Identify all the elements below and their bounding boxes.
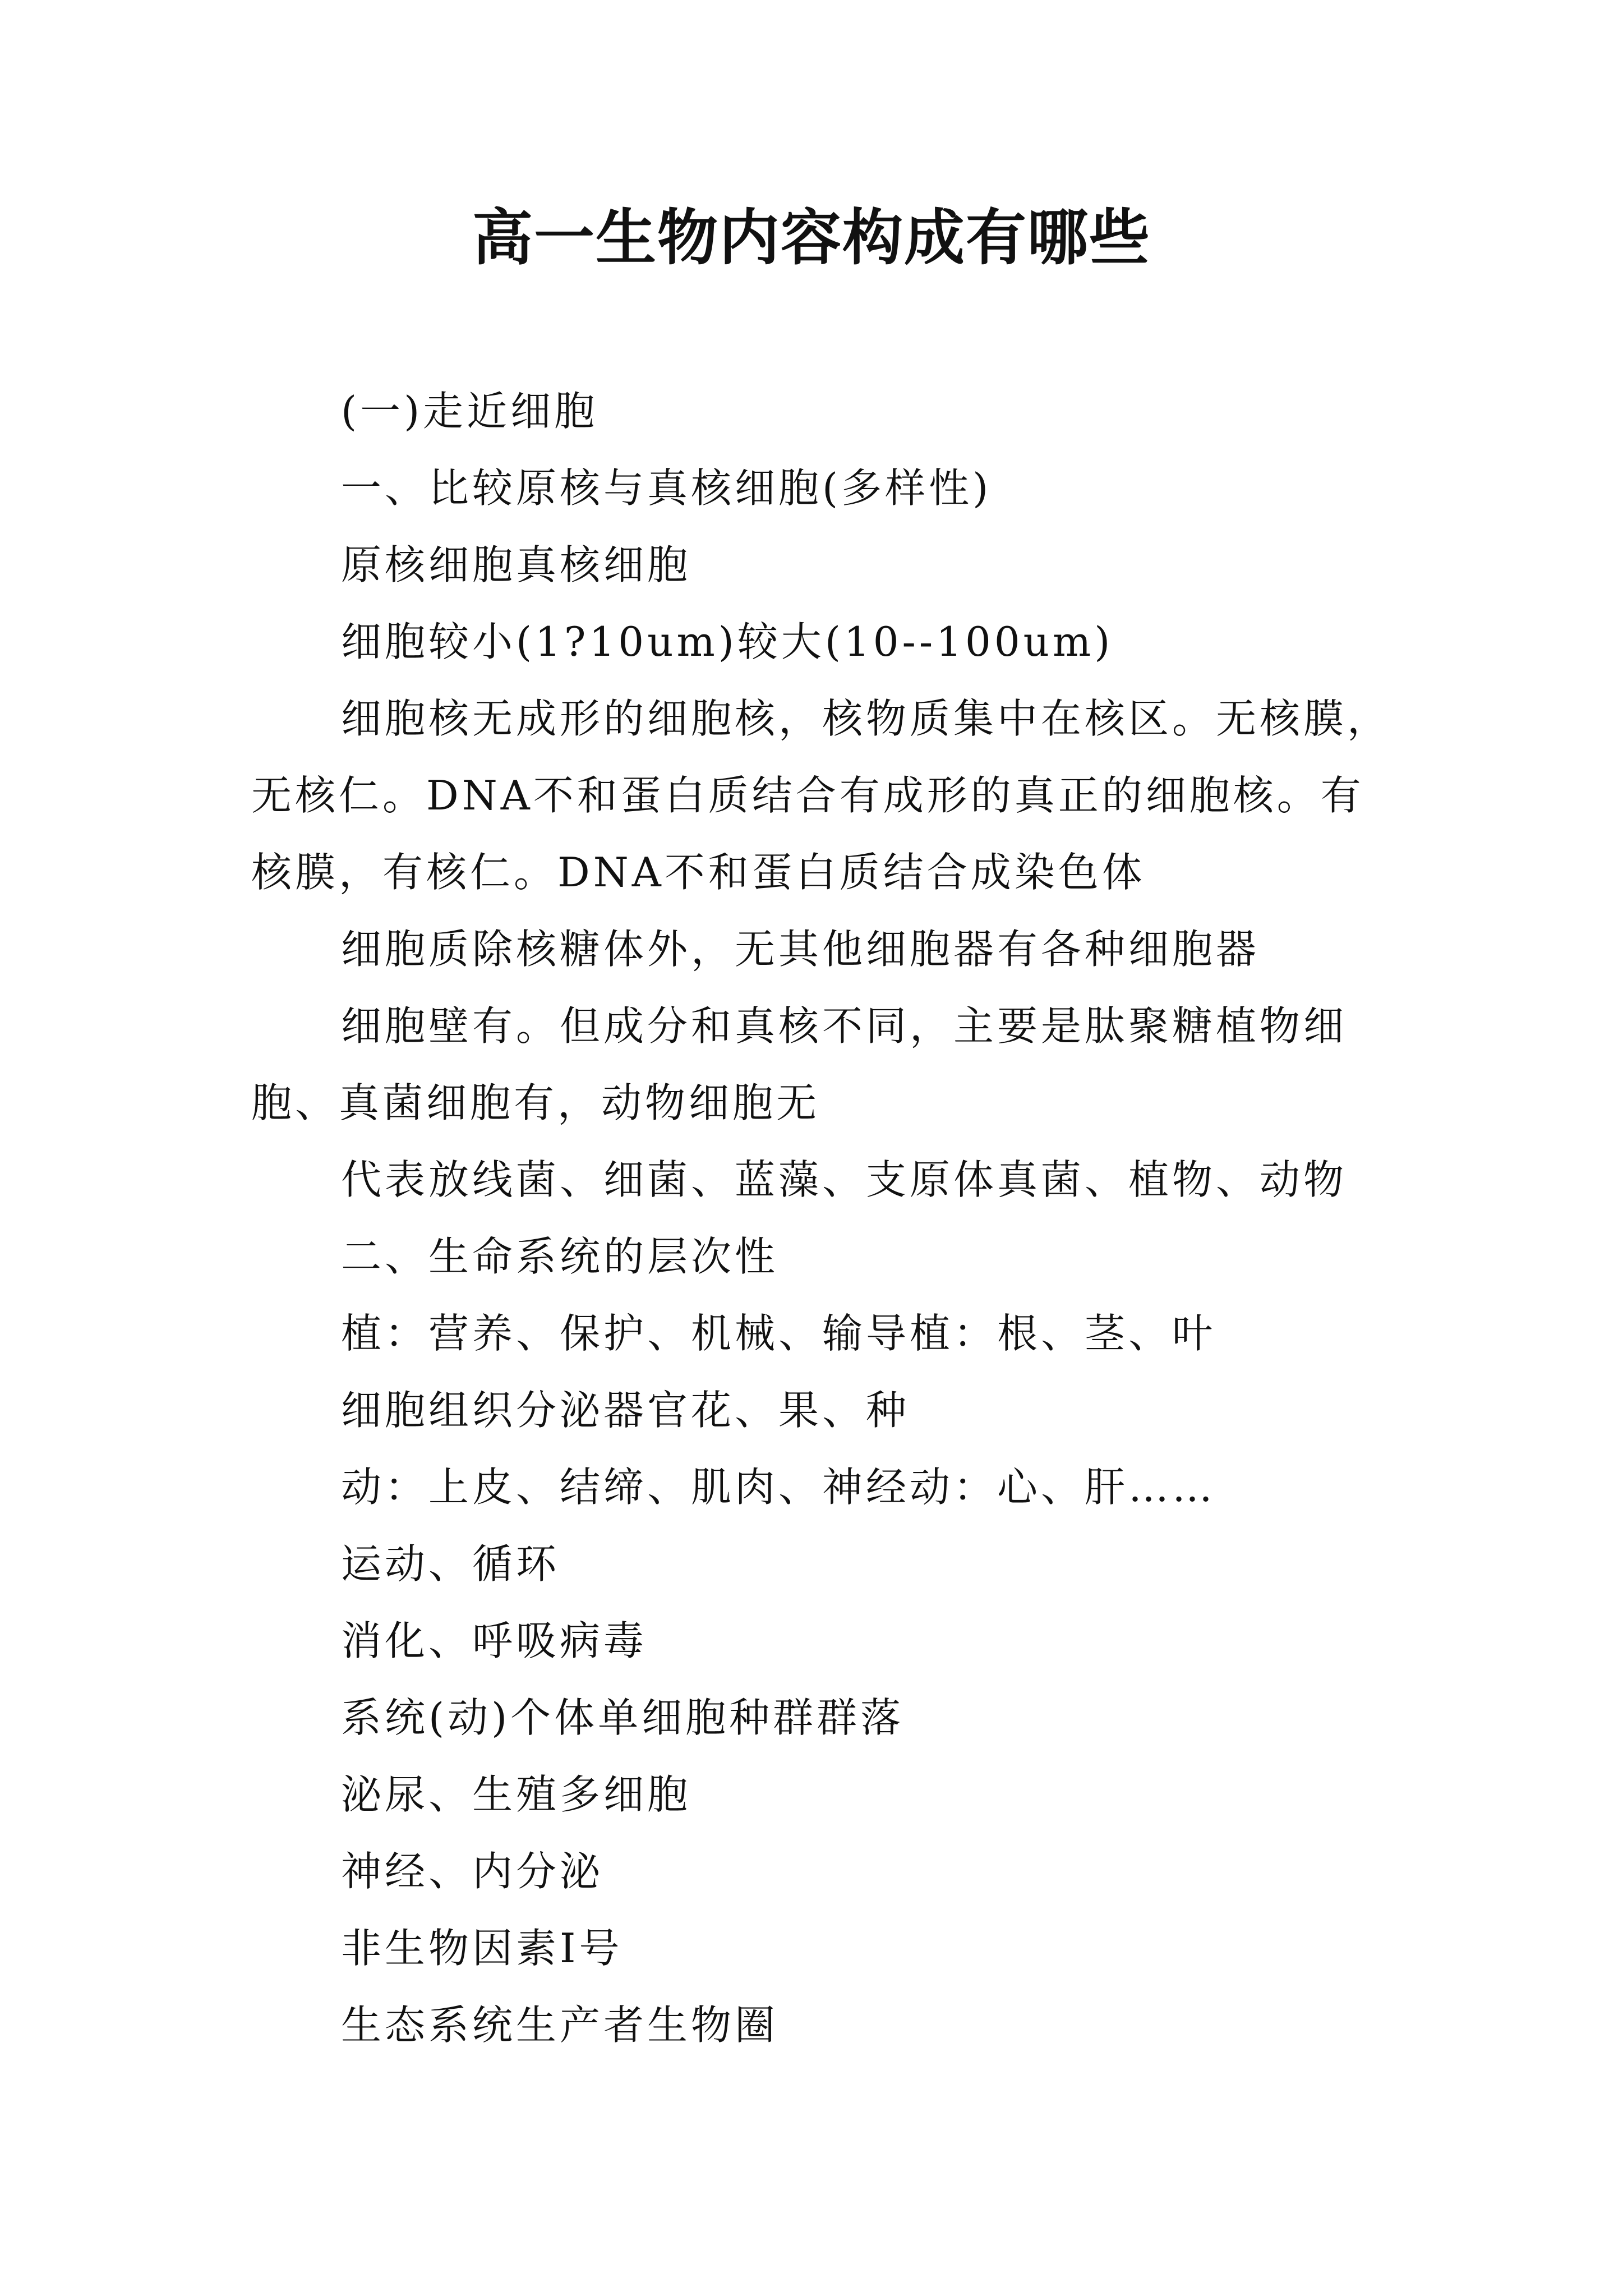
paragraph: 细胞壁有。但成分和真核不同，主要是肽聚糖植物细胞、真菌细胞有，动物细胞无 [251,1002,1348,1126]
paragraph: (一)走近细胞 [341,388,598,435]
paragraph: 细胞组织分泌器官花、果、种 [341,1387,910,1434]
paragraph: 非生物因素Ⅰ号 [341,1925,623,1972]
paragraph: 原核细胞真核细胞 [341,541,691,588]
document-title: 高一生物内容构成有哪些 [472,203,1151,273]
document-body [251,373,1402,2064]
paragraph: 生态系统生产者生物圈 [341,2001,779,2049]
paragraph: 二、生命系统的层次性 [341,1233,779,1280]
paragraph: 一、比较原核与真核细胞(多样性) [341,464,992,512]
paragraph: 神经、内分泌 [341,1848,604,1895]
paragraph: 系统(动)个体单细胞种群群落 [341,1694,905,1741]
paragraph: 动：上皮、结缔、肌肉、神经动：心、肝…… [341,1464,1216,1511]
paragraph: 代表放线菌、细菌、蓝藻、支原体真菌、植物、动物 [341,1156,1348,1203]
paragraph: 植：营养、保护、机械、输导植：根、茎、叶 [341,1310,1216,1357]
paragraph: 运动、循环 [341,1540,560,1588]
paragraph: 细胞质除核糖体外，无其他细胞器有各种细胞器 [341,926,1260,973]
paragraph: 细胞核无成形的细胞核，核物质集中在核区。无核膜，无核仁。DNA不和蛋白质结合有成形的真正的细胞核。有核膜，有核仁。DNA不和蛋白质结合成染色体 [251,695,1391,896]
paragraph: 细胞较小(1?10um)较大(10--100um) [341,618,1114,665]
paragraph: 泌尿、生殖多细胞 [341,1771,691,1818]
paragraph: 消化、呼吸病毒 [341,1617,648,1664]
